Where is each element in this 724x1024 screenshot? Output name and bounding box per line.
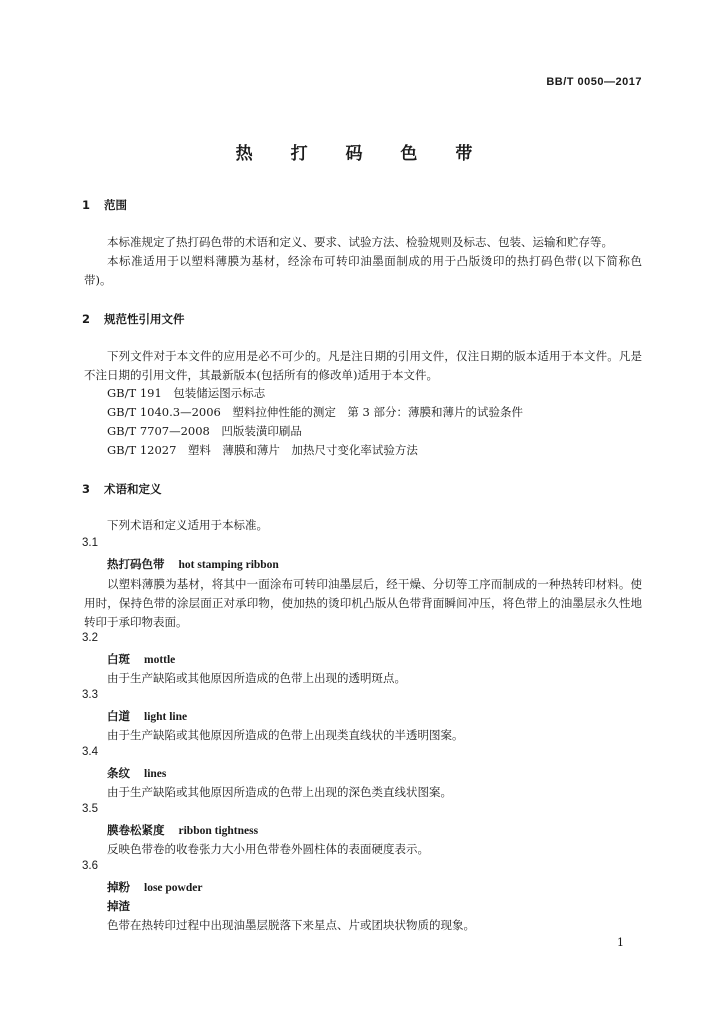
section-title: 规范性引用文件 bbox=[104, 312, 185, 326]
term-cn: 热打码色带 bbox=[107, 557, 165, 571]
term-alt bbox=[107, 898, 130, 914]
reference-item: GB/T 7707—2008 凹版装潢印刷品 bbox=[107, 424, 302, 438]
scope-paragraph-1: 本标准规定了热打码色带的术语和定义、要求、试验方法、检验规则及标志、包装、运输和贮存等。 bbox=[107, 235, 613, 249]
term-definition: 反映色带卷的收卷张力大小用色带卷外圆柱体的表面硬度表示。 bbox=[107, 842, 429, 856]
terms-intro: 下列术语和定义适用于本标准。 bbox=[107, 518, 268, 532]
term-cn: 白斑 bbox=[107, 652, 130, 666]
term-en: mottle bbox=[144, 654, 176, 666]
term-cn: 膜卷松紧度 bbox=[107, 823, 165, 837]
normative-intro: 下列文件对于本文件的应用是必不可少的。凡是注日期的引用文件，仅注日期的版本适用于本文件。凡是不注日期的引用文件，其最新版本(包括所有的修改单)适用于本文件。 bbox=[84, 349, 642, 382]
term-cn: 白道 bbox=[107, 709, 130, 723]
term-definition: 以塑料薄膜为基材，将其中一面涂布可转印油墨层后，经干燥、分切等工序而制成的一种热转印材料。使用时，保持色带的涂层面正对承印物，使加热的烫印机凸版从色带背面瞬间冲压，将色带上的油墨层永久性地转印于承印物表面。 bbox=[84, 577, 642, 629]
standard-code: BB/T 0050—2017 bbox=[546, 76, 642, 88]
term-number: 3.5 bbox=[82, 803, 98, 815]
term-definition: 由于生产缺陷或其他原因所造成的色带上出现的深色类直线状图案。 bbox=[107, 785, 452, 799]
term-number: 3.4 bbox=[82, 746, 98, 758]
section-title: 范围 bbox=[104, 198, 127, 212]
term-en: lose powder bbox=[144, 882, 203, 894]
term-alt-cn: 掉渣 bbox=[107, 899, 130, 913]
term-entry bbox=[107, 556, 279, 572]
term-cn: 条纹 bbox=[107, 766, 130, 780]
section-heading-normative bbox=[82, 311, 185, 327]
reference-item: GB/T 191 包装储运图示标志 bbox=[107, 386, 266, 400]
reference-item: GB/T 1040.3—2006 塑料拉伸性能的测定 第 3 部分：薄膜和薄片的试验条件 bbox=[107, 405, 523, 419]
section-number: 2 bbox=[82, 312, 91, 326]
term-en: light line bbox=[144, 711, 188, 723]
term-en: ribbon tightness bbox=[178, 825, 259, 837]
term-entry bbox=[107, 651, 175, 667]
scope-paragraph-2: 本标准适用于以塑料薄膜为基材，经涂布可转印油墨面制成的用于凸版烫印的热打码色带(以下简称色带)。 bbox=[84, 254, 642, 287]
term-en: hot stamping ribbon bbox=[178, 559, 279, 571]
section-number: 1 bbox=[82, 198, 91, 212]
term-number: 3.3 bbox=[82, 689, 98, 701]
page-number: 1 bbox=[617, 936, 624, 949]
section-heading-terms bbox=[82, 481, 162, 497]
term-entry bbox=[107, 822, 258, 838]
section-number: 3 bbox=[82, 482, 91, 496]
term-definition: 色带在热转印过程中出现油墨层脱落下来星点、片或团块状物质的现象。 bbox=[107, 918, 475, 932]
reference-item: GB/T 12027 塑料 薄膜和薄片 加热尺寸变化率试验方法 bbox=[107, 443, 418, 457]
term-number: 3.1 bbox=[82, 537, 98, 549]
term-entry bbox=[107, 879, 202, 895]
term-cn: 掉粉 bbox=[107, 880, 130, 894]
term-entry bbox=[107, 708, 187, 724]
section-title: 术语和定义 bbox=[104, 482, 162, 496]
term-entry bbox=[107, 765, 166, 781]
section-heading-scope bbox=[82, 197, 127, 213]
term-definition: 由于生产缺陷或其他原因所造成的色带上出现类直线状的半透明图案。 bbox=[107, 728, 464, 742]
term-definition: 由于生产缺陷或其他原因所造成的色带上出现的透明斑点。 bbox=[107, 671, 406, 685]
term-number: 3.2 bbox=[82, 632, 98, 644]
document-title: 热 打 码 色 带 bbox=[235, 144, 489, 164]
term-en: lines bbox=[144, 768, 167, 780]
term-number: 3.6 bbox=[82, 860, 98, 872]
